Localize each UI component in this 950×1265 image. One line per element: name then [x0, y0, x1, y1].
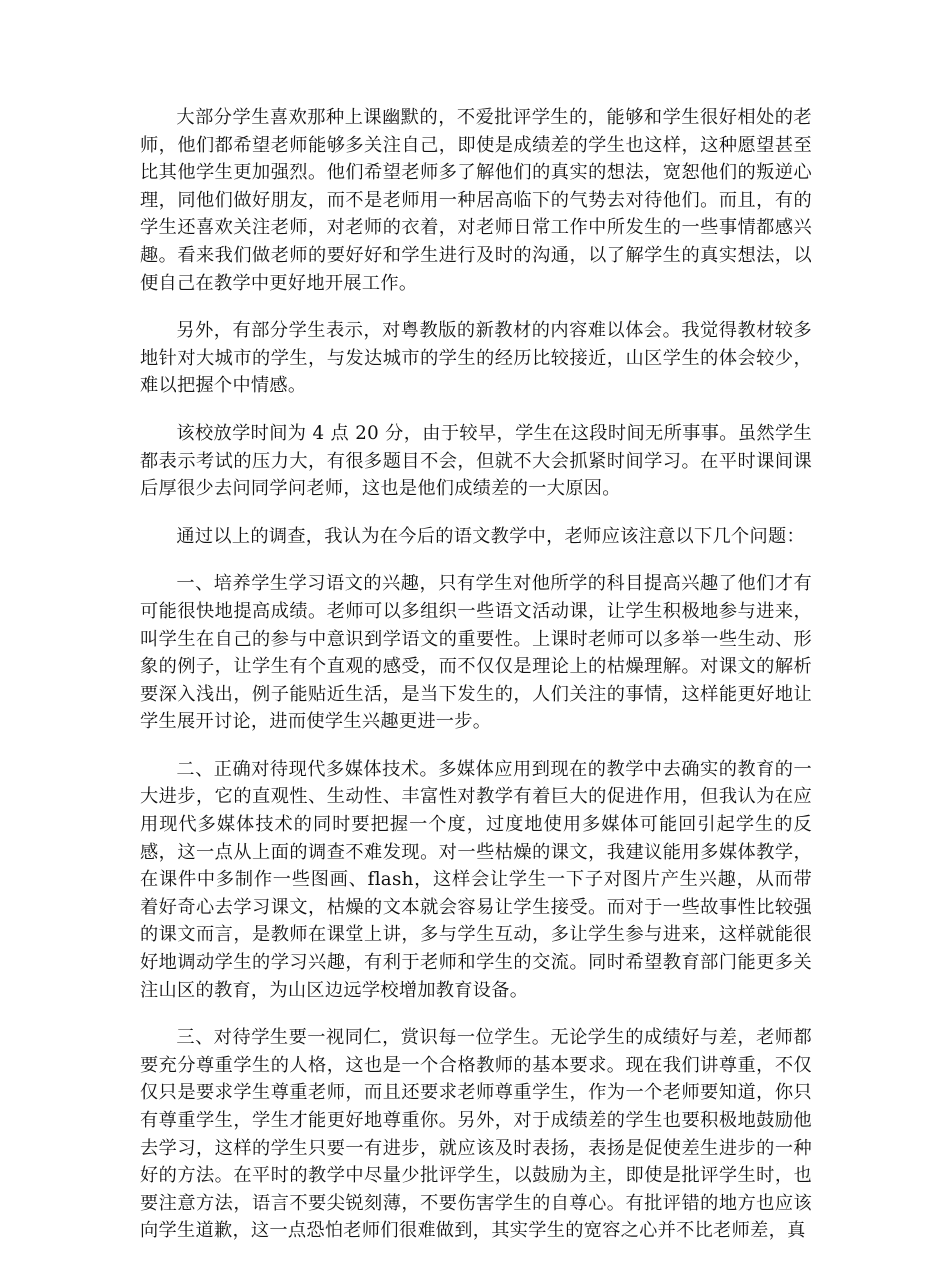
- paragraph-point-two-multimedia: 二、正确对待现代多媒体技术。多媒体应用到现在的教学中去确实的教育的一大进步，它的直观性、生动性、丰富性对教学有着巨大的促进作用，但我认为在应用现代多媒体技术的同时要把握一个度，过度地使用多媒体可能回引起学生的反感，这一点从上面的调查不难发现。对一些枯燥的课文，我建议能用多媒体教学，在课件中多制作一些图画、flash，这样会让学生一下子对图片产生兴趣，从而带着好奇心去学习课文，枯燥的文本就会容易让学生接受。而对于一些故事性比较强的课文而言，是教师在课堂上讲，多与学生互动，多让学生参与进来，这样就能很好地调动学生的学习兴趣，有利于老师和学生的交流。同时希望教育部门能更多关注山区的教育，为山区边远学校增加教育设备。: [140, 758, 812, 1001]
- paragraph-point-one-interest: 一、培养学生学习语文的兴趣，只有学生对他所学的科目提高兴趣了他们才有可能很快地提高成绩。老师可以多组织一些语文活动课，让学生积极地参与进来，叫学生在自己的参与中意识到学语文的重要性。上课时老师可以多举一些生动、形象的例子，让学生有个直观的感受，而不仅仅是理论上的枯燥理解。对课文的解析要深入浅出，例子能贴近生活，是当下发生的，人们关注的事情，这样能更好地让学生展开讨论，进而使学生兴趣更进一步。: [140, 573, 812, 733]
- paragraph-survey-conclusion: 通过以上的调查，我认为在今后的语文教学中，老师应该注意以下几个问题：: [176, 525, 805, 547]
- paragraph-dismissal-time: 该校放学时间为 4 点 20 分，由于较早，学生在这段时间无所事事。虽然学生都表示考试的压力大，有很多题目不会，但就不大会抓紧时间学习。在平时课间课后厚很少去问同学问老师，这也是他们成绩差的一大原因。: [140, 422, 812, 500]
- paragraph-textbook-difficulty: 另外，有部分学生表示，对粤教版的新教材的内容难以体会。我觉得教材较多地针对大城市的学生，与发达城市的学生的经历比较接近，山区学生的体会较少，难以把握个中情感。: [140, 320, 812, 397]
- document-body: [140, 104, 812, 1265]
- paragraph-student-preferences: 大部分学生喜欢那种上课幽默的，不爱批评学生的，能够和学生很好相处的老师，他们都希望老师能够多关注自己，即使是成绩差的学生也这样，这种愿望甚至比其他学生更加强烈。他们希望老师多了解他们的真实的想法，宽恕他们的叛逆心理，同他们做好朋友，而不是老师用一种居高临下的气势去对待他们。而且，有的学生还喜欢关注老师，对老师的衣着，对老师日常工作中所发生的一些事情都感兴趣。看来我们做老师的要好好和学生进行及时的沟通，以了解学生的真实想法，以便自己在教学中更好地开展工作。: [140, 107, 812, 294]
- paragraph-point-three-respect: 三、对待学生要一视同仁，赏识每一位学生。无论学生的成绩好与差，老师都要充分尊重学生的人格，这也是一个合格教师的基本要求。现在我们讲尊重，不仅仅只是要求学生尊重老师，而且还要求老师尊重学生，作为一个老师要知道，你只有尊重学生，学生才能更好地尊重你。另外，对于成绩差的学生也要积极地鼓励他去学习，这样的学生只要一有进步，就应该及时表扬，表扬是促使差生进步的一种好的方法。在平时的教学中尽量少批评学生，以鼓励为主，即使是批评学生时，也要注意方法，语言不要尖锐刻薄，不要伤害学生的自尊心。有批评错的地方也应该向学生道歉，这一点恐怕老师们很难做到，其实学生的宽容之心并不比老师差，真: [140, 1027, 812, 1242]
